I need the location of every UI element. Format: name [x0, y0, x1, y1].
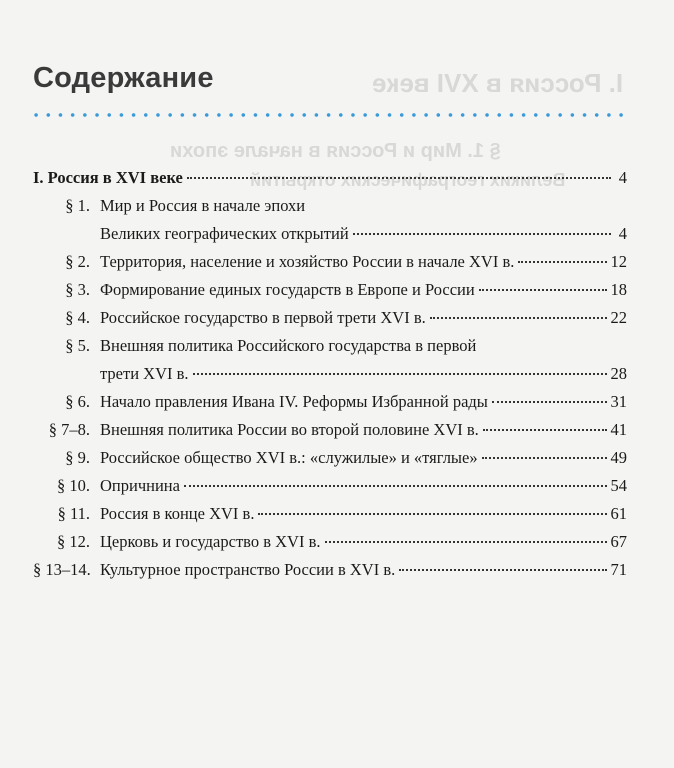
toc-entry-number: § 1. [65, 196, 90, 215]
toc-entry-title: Внешняя политика России во второй половине XVI в. [100, 420, 479, 439]
ghost-title: I. Россия в XVI веке [372, 68, 624, 98]
toc-entry-number: § 3. [65, 280, 90, 299]
dot-leader [479, 288, 607, 291]
toc-entry-title: Российское государство в первой трети XVI в. [100, 308, 426, 327]
toc-entry-page: 61 [610, 504, 627, 523]
toc-entry-page: 71 [610, 560, 627, 579]
toc-entry-number: § 2. [65, 252, 90, 271]
toc-part-label: I. Россия в XVI веке [33, 168, 183, 187]
dotted-rule [30, 113, 630, 117]
toc-entry-title: Российское общество XVI в.: «служилые» и «тяглые» [100, 448, 478, 467]
dot-leader [518, 260, 606, 263]
toc-entry-page: 54 [610, 476, 627, 495]
toc-entry[interactable] [33, 448, 627, 476]
toc-entry-title: Территория, население и хозяйство России в начале XVI в. [100, 252, 515, 271]
table-of-contents [33, 168, 627, 588]
page-title: Содержание [33, 62, 214, 94]
ghost-sub: Великих географических открытий [250, 170, 566, 190]
toc-entry-page: 31 [610, 392, 627, 411]
toc-entry[interactable] [33, 280, 627, 308]
toc-entry-page: 41 [610, 420, 627, 439]
toc-entry[interactable] [33, 392, 627, 420]
toc-entry-page: 28 [610, 364, 627, 383]
toc-entry-title: Начало правления Ивана IV. Реформы Избранной рады [100, 392, 488, 411]
ghost-section: § 1. Мир и Россия в начале эпохи [170, 140, 501, 162]
toc-entry[interactable] [33, 252, 627, 280]
toc-part-row[interactable] [33, 168, 627, 196]
dot-leader [482, 456, 607, 459]
toc-entry-number: § 13–14. [33, 560, 91, 579]
toc-entry-title: Опричнина [100, 476, 180, 495]
toc-entry-title-cont: трети XVI в. [100, 364, 189, 383]
dot-leader [492, 400, 607, 403]
toc-entry-number: § 11. [57, 504, 90, 523]
dot-leader [325, 540, 607, 543]
toc-entry[interactable] [33, 336, 627, 392]
toc-entry-number: § 7–8. [48, 420, 90, 439]
toc-entry-number: § 12. [57, 532, 90, 551]
toc-entry[interactable] [33, 196, 627, 252]
toc-entry-page: 4 [618, 224, 627, 243]
toc-entry-title-cont: Великих географических открытий [100, 224, 349, 243]
toc-entry[interactable] [33, 504, 627, 532]
toc-entry-title: Церковь и государство в XVI в. [100, 532, 321, 551]
toc-entry-title: Формирование единых государств в Европе и России [100, 280, 475, 299]
toc-entry-page: 18 [610, 280, 627, 299]
toc-entry-title: Культурное пространство России в XVI в. [100, 560, 396, 579]
toc-entry-page: 49 [610, 448, 627, 467]
dot-leader [353, 232, 611, 235]
dot-leader [258, 512, 606, 515]
toc-entry-number: § 4. [65, 308, 90, 327]
dot-leader [430, 316, 607, 319]
toc-entry-title: Россия в конце XVI в. [100, 504, 255, 523]
dot-leader [483, 428, 607, 431]
toc-entry-number: § 5. [65, 336, 90, 355]
toc-entry-page: 12 [610, 252, 627, 271]
toc-entry[interactable] [33, 476, 627, 504]
toc-entry[interactable] [33, 420, 627, 448]
toc-entry-title: Внешняя политика Российского государства в первой [100, 336, 477, 355]
toc-entry[interactable] [33, 532, 627, 560]
toc-entry-number: § 9. [65, 448, 90, 467]
toc-entry[interactable] [33, 560, 627, 588]
toc-entry-page: 67 [610, 532, 627, 551]
toc-entry[interactable] [33, 308, 627, 336]
dot-leader [193, 372, 607, 375]
toc-part-page: 4 [618, 168, 627, 187]
dot-leader [399, 568, 606, 571]
toc-entry-number: § 6. [65, 392, 90, 411]
dot-leader [187, 176, 611, 179]
toc-entry-number: § 10. [57, 476, 90, 495]
toc-entry-page: 22 [610, 308, 627, 327]
dot-leader [184, 484, 607, 487]
toc-entry-title: Мир и Россия в начале эпохи [100, 196, 306, 215]
